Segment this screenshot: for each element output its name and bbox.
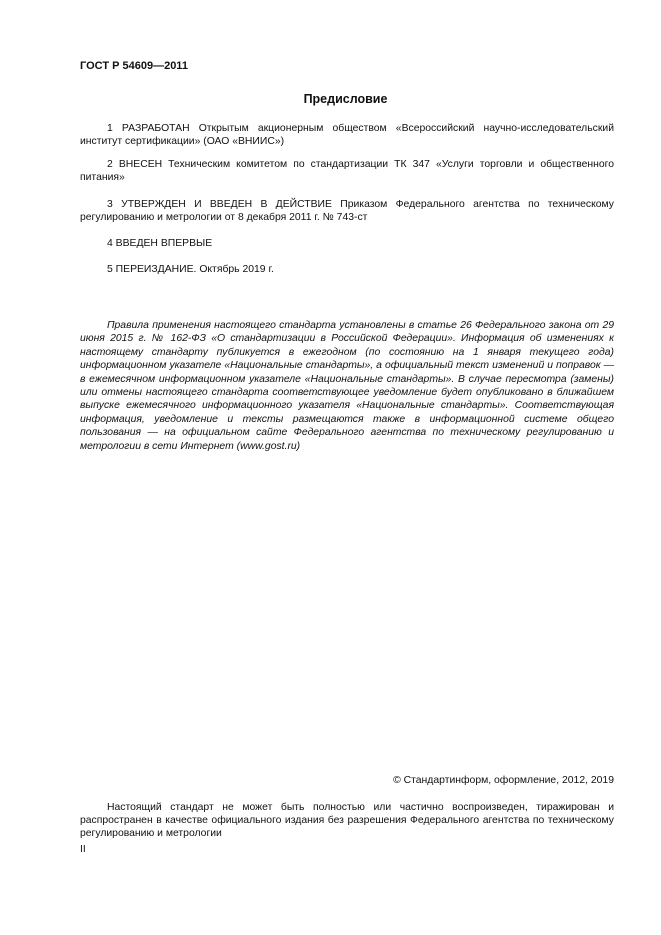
application-rules-notice: Правила применения настоящего стандарта установлены в статье 26 Федерального закона от 29 июня 2015 г. № 162-ФЗ «О стандартизации в Российской Федерации». Информация об изменениях к настоящему стандарту публикуется в ежегодном (по состоянию на 1 января текущего года) информационном указателе «Национальные стандарты», а официальный текст изменений и поправок — в ежемесячном информационном указателе «Национальные стандарты». В случае пересмотра (замены) или отмены настоящего стандарта соответствующее уведомление будет опубликовано в ближайшем выпуске ежемесячного информационного указателя «Национальные стандарты». Соответствующая информация, уведомление и тексты размещаются также в информационной системе общего пользования — на официальном сайте Федерального агентства по техническому регулированию и метрологии в сети Интернет (www.gost.ru) bbox=[80, 320, 614, 452]
reproduction-notice: Настоящий стандарт не может быть полностью или частично воспроизведен, тиражирован и распространен в качестве официального издания без разрешения Федерального агентства по техническому регулированию и метрологии bbox=[80, 802, 614, 839]
foreword-item-introduced: 4 ВВЕДЕН ВПЕРВЫЕ bbox=[107, 238, 213, 249]
foreword-item-developed: 1 РАЗРАБОТАН Открытым акционерным обществом «Всероссийский научно-исследовательский институт сертификации» (ОАО «ВНИИС») bbox=[80, 123, 614, 147]
foreword-item-approved: 3 УТВЕРЖДЕН И ВВЕДЕН В ДЕЙСТВИЕ Приказом Федерального агентства по техническому регулированию и метрологии от 8 декабря 2011 г. № 743-ст bbox=[80, 199, 614, 223]
foreword-item-submitted: 2 ВНЕСЕН Техническим комитетом по стандартизации ТК 347 «Услуги торговли и общественного питания» bbox=[80, 159, 614, 183]
copyright-line: © Стандартинформ, оформление, 2012, 2019 bbox=[393, 775, 614, 786]
standard-code: ГОСТ Р 54609—2011 bbox=[80, 60, 188, 72]
page-title: Предисловие bbox=[303, 92, 388, 106]
page-number: II bbox=[80, 844, 86, 855]
foreword-item-reissue: 5 ПЕРЕИЗДАНИЕ. Октябрь 2019 г. bbox=[107, 264, 274, 275]
